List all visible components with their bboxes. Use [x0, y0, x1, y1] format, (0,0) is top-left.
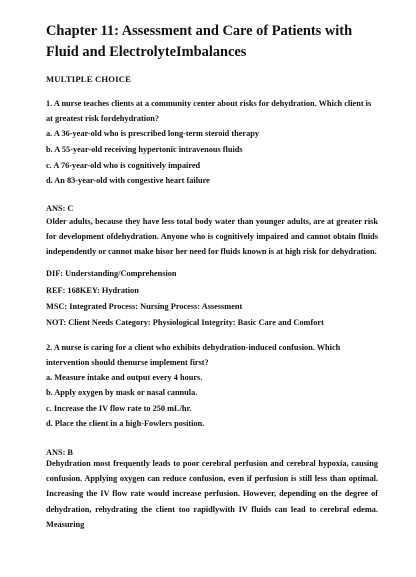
question-1-explanation: Older adults, because they have less total body water than younger adults, are at greater risk for development ofdehydration. Anyone who is cognitively impaired and cannot obtain fluids independently or cannot make hisor her need for fluids known is at high risk for dehydration.	[46, 217, 378, 257]
question-1-option-a: a. A 36-year-old who is prescribed long-term steroid therapy	[46, 129, 260, 138]
chapter-title: Chapter 11: Assessment and Care of Patients with Fluid and ElectrolyteImbalances	[46, 23, 353, 60]
question-2-option-d: d. Place the client in a high-Fowlers position.	[46, 419, 205, 428]
section-heading: MULTIPLE CHOICE	[46, 74, 132, 84]
question-1-not: NOT: Client Needs Category: Physiological Integrity: Basic Care and Comfort	[46, 318, 324, 327]
question-2-stem: 2. A nurse is caring for a client who exhibits dehydration-induced confusion. Which intervention should thenurse implement first?	[46, 343, 341, 367]
question-2-option-c: c. Increase the IV flow rate to 250 mL/hr.	[46, 404, 192, 413]
question-2-explanation: Dehydration most frequently leads to poor cerebral perfusion and cerebral hypoxia, causing confusion. Applying oxygen can reduce confusion, even if perfusion is still less than optimal. Increasing the IV flow rate would increase perfusion. However, depending on the degree of dehydration, rehydrating the client too rapidlywith IV fluids can lead to cerebral edema. Measuring	[46, 459, 378, 529]
question-1-difficulty: DIF: Understanding/Comprehension	[46, 269, 177, 278]
question-1-reference: REF: 168KEY: Hydration	[46, 286, 139, 295]
question-1-option-b: b. A 55-year-old receiving hypertonic intravenous fluids	[46, 145, 243, 154]
question-1-stem: 1. A nurse teaches clients at a community center about risks for dehydration. Which client is at greatest risk fordehydration?	[46, 99, 372, 123]
question-2-answer: ANS: B	[46, 448, 73, 457]
question-1-option-d: d. An 83-year-old with congestive heart failure	[46, 176, 210, 185]
question-1-answer: ANS: C	[46, 204, 74, 213]
question-1-msc: MSC: Integrated Process: Nursing Process: Assessment	[46, 302, 243, 311]
question-2-option-b: b. Apply oxygen by mask or nasal cannula.	[46, 388, 198, 397]
question-2-option-a: a. Measure intake and output every 4 hours.	[46, 373, 203, 382]
question-1-option-c: c. A 76-year-old who is cognitively impaired	[46, 161, 201, 170]
